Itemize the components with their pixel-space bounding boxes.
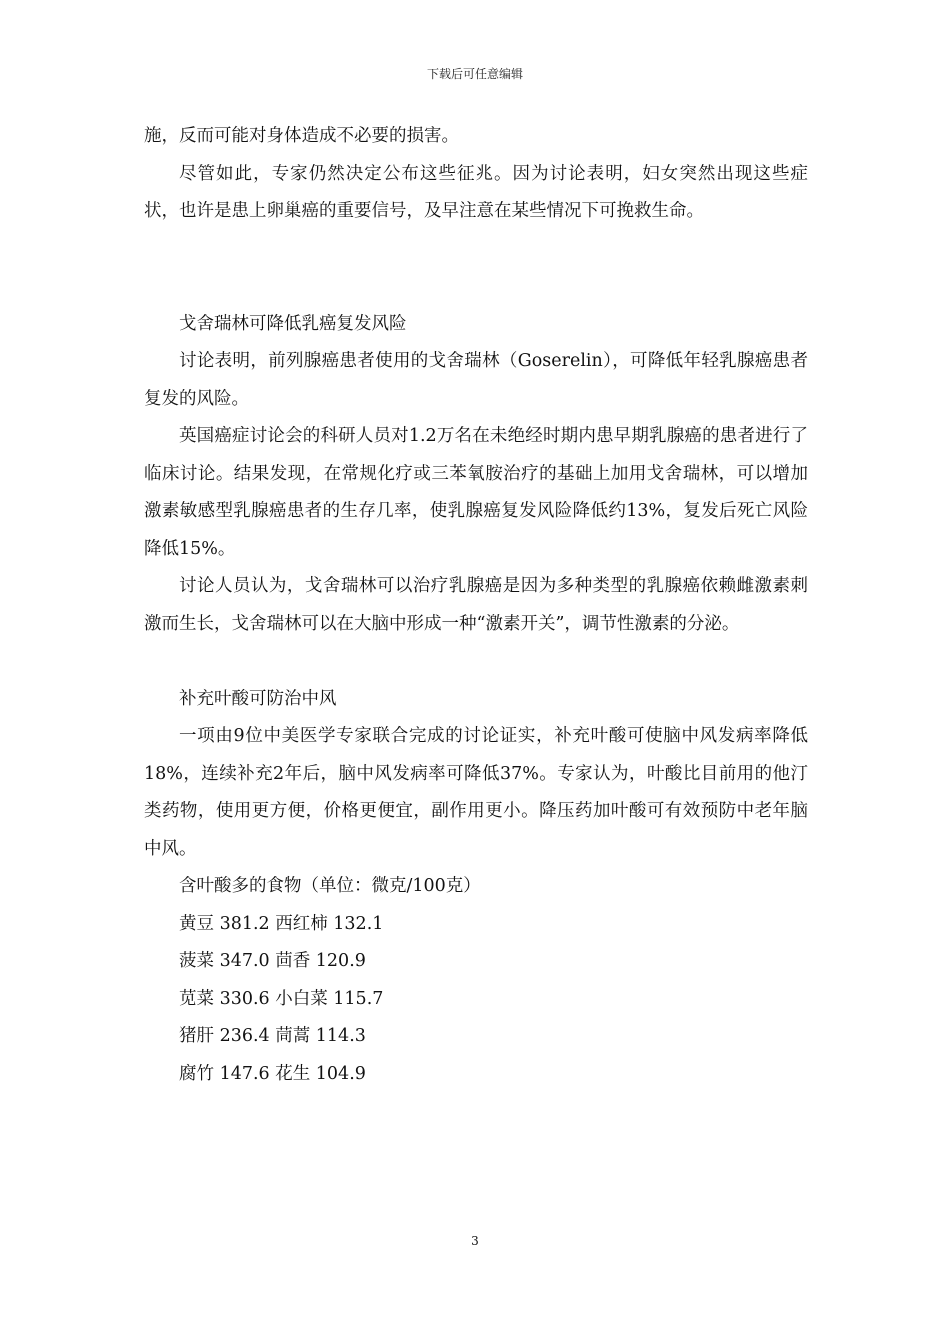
food-row: 猪肝 236.4 茼蒿 114.3	[179, 1026, 366, 1046]
document-body	[144, 118, 808, 1093]
paragraph: 施，反而可能对身体造成不必要的损害。	[144, 126, 459, 146]
paragraph: 尽管如此，专家仍然决定公布这些征兆。因为讨论表明，妇女突然出现这些症状，也许是患上卵巢癌的重要信号，及早注意在某些情况下可挽救生命。	[144, 163, 808, 221]
food-row: 菠菜 347.0 茴香 120.9	[179, 951, 366, 971]
paragraph: 讨论表明，前列腺癌患者使用的戈舍瑞林（Goserelin），可降低年轻乳腺癌患者复发的风险。	[144, 351, 808, 409]
page-number: 3	[471, 1234, 479, 1248]
paragraph: 一项由9位中美医学专家联合完成的讨论证实，补充叶酸可使脑中风发病率降低18%，连续补充2年后，脑中风发病率可降低37%。专家认为，叶酸比目前用的他汀类药物，使用更方便，价格更便宜，副作用更小。降压药加叶酸可有效预防中老年脑中风。	[144, 726, 808, 859]
food-row: 腐竹 147.6 花生 104.9	[179, 1063, 366, 1084]
page-header: 下载后可任意编辑	[426, 67, 523, 81]
spacer	[144, 643, 808, 681]
spacer	[144, 231, 808, 306]
food-row: 黄豆 381.2 西红柿 132.1	[179, 913, 384, 934]
food-row: 苋菜 330.6 小白菜 115.7	[179, 988, 384, 1009]
food-table-heading: 含叶酸多的食物（单位：微克/100克）	[179, 876, 481, 896]
paragraph: 英国癌症讨论会的科研人员对1.2万名在未绝经时期内患早期乳腺癌的患者进行了临床讨论。结果发现，在常规化疗或三苯氧胺治疗的基础上加用戈舍瑞林，可以增加激素敏感型乳腺癌患者的生存几率，使乳腺癌复发风险降低约13%，复发后死亡风险降低15%。	[144, 426, 808, 559]
paragraph: 讨论人员认为，戈舍瑞林可以治疗乳腺癌是因为多种类型的乳腺癌依赖雌激素刺激而生长，戈舍瑞林可以在大脑中形成一种“激素开关”，调节性激素的分泌。	[144, 576, 808, 634]
section-title: 补充叶酸可防治中风	[179, 688, 337, 709]
section-title: 戈舍瑞林可降低乳癌复发风险	[179, 313, 407, 334]
